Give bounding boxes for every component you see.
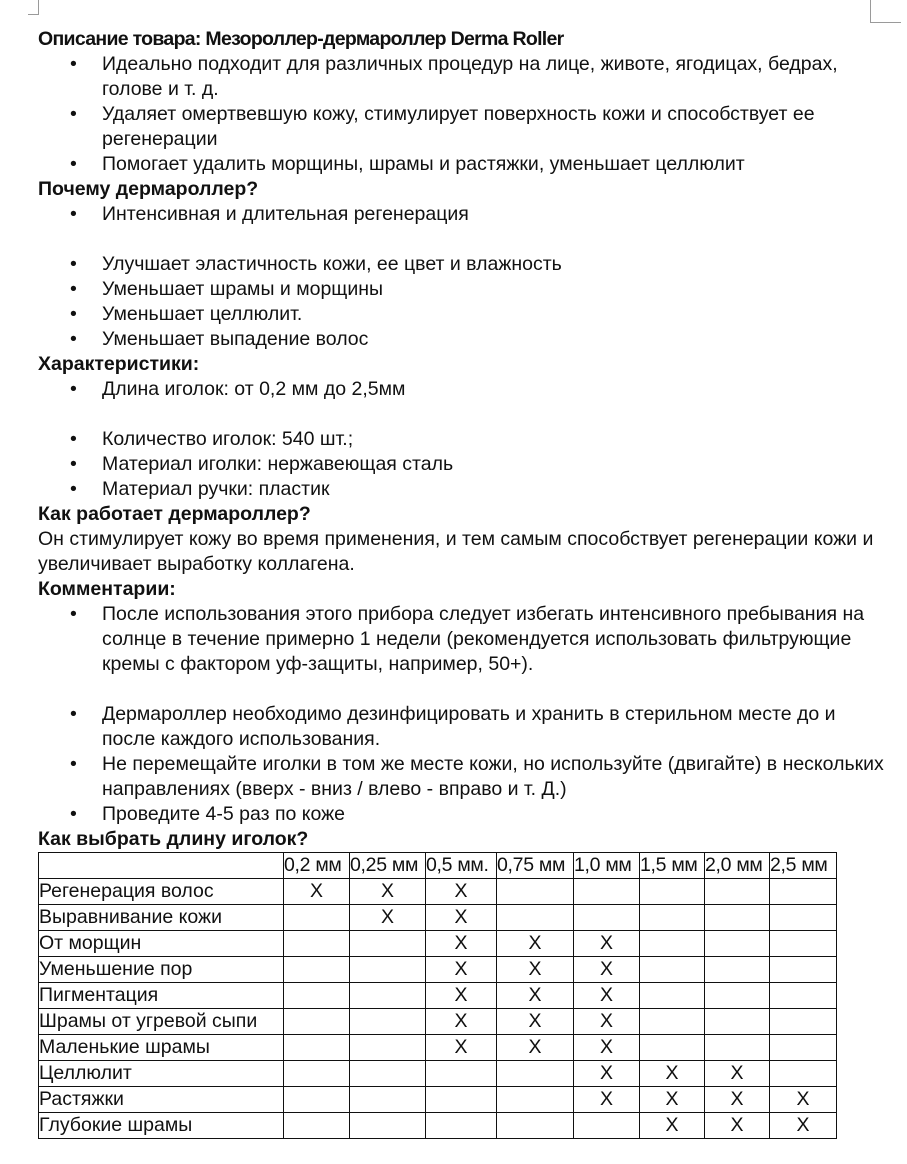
table-cell: X (640, 1087, 705, 1113)
table-row (39, 1087, 837, 1113)
table-cell (426, 1113, 497, 1139)
crop-mark-top-right (870, 0, 901, 23)
row-label: Целлюлит (39, 1061, 284, 1087)
row-label: Регенерация волос (39, 879, 284, 905)
table-cell (284, 957, 350, 983)
table-cell (497, 1087, 574, 1113)
product-description-heading: Описание товара: Мезороллер-дермароллер Derma Roller (38, 28, 564, 50)
how-it-works-paragraph: Он стимулирует кожу во время применения, и тем самым способствует регенерации кожи и увеличивает выработку коллагена. (38, 528, 874, 575)
table-cell (350, 931, 426, 957)
specs-heading: Характеристики: (38, 353, 200, 375)
table-cell (705, 931, 770, 957)
table-row (39, 957, 837, 983)
table-cell (770, 957, 837, 983)
table-cell (705, 879, 770, 905)
table-cell: X (770, 1113, 837, 1139)
row-label: Пигментация (39, 983, 284, 1009)
column-header: 1,5 мм (640, 853, 705, 879)
table-cell (350, 1035, 426, 1061)
table-cell (705, 1035, 770, 1061)
table-cell: X (497, 1035, 574, 1061)
table-cell (640, 957, 705, 983)
table-cell: X (705, 1113, 770, 1139)
table-cell (705, 905, 770, 931)
row-label: Уменьшение пор (39, 957, 284, 983)
table-cell (350, 1009, 426, 1035)
table-cell: X (640, 1061, 705, 1087)
table-cell (770, 1035, 837, 1061)
list-item: • Дермароллер необходимо дезинфицировать и хранить в стерильном месте до и после каждого использования. (38, 702, 888, 752)
needle-length-table (38, 852, 837, 1139)
list-item: • Уменьшает шрамы и морщины (38, 277, 888, 302)
document-content (38, 27, 888, 1139)
list-item: • Уменьшает выпадение волос (38, 327, 888, 352)
row-label: Выравнивание кожи (39, 905, 284, 931)
table-cell (705, 983, 770, 1009)
table-cell (284, 1009, 350, 1035)
table-row (39, 1035, 837, 1061)
table-row (39, 1061, 837, 1087)
table-cell: X (497, 983, 574, 1009)
needle-length-heading: Как выбрать длину иголок? (38, 828, 309, 850)
table-cell (640, 905, 705, 931)
table-cell: X (574, 1087, 640, 1113)
table-cell: X (770, 1087, 837, 1113)
table-cell (497, 1061, 574, 1087)
table-cell (497, 905, 574, 931)
table-cell (284, 905, 350, 931)
table-corner-cell (39, 853, 284, 879)
table-cell (350, 983, 426, 1009)
table-cell (574, 905, 640, 931)
table-cell: X (705, 1087, 770, 1113)
table-cell: X (574, 931, 640, 957)
table-cell (574, 879, 640, 905)
table-row (39, 1009, 837, 1035)
table-cell (426, 1087, 497, 1113)
table-cell (497, 1113, 574, 1139)
table-cell (770, 879, 837, 905)
table-cell: X (426, 1035, 497, 1061)
table-cell (284, 931, 350, 957)
table-row (39, 905, 837, 931)
table-cell (350, 1061, 426, 1087)
list-item: • Улучшает эластичность кожи, ее цвет и влажность (38, 252, 888, 277)
table-cell: X (426, 957, 497, 983)
why-heading: Почему дермароллер? (38, 178, 259, 200)
table-cell (284, 983, 350, 1009)
table-cell (284, 1061, 350, 1087)
specs-list (38, 377, 888, 502)
table-row (39, 879, 837, 905)
list-item: • Уменьшает целлюлит. (38, 302, 888, 327)
row-label: Шрамы от угревой сыпи (39, 1009, 284, 1035)
column-header: 2,0 мм (705, 853, 770, 879)
table-header-row (39, 853, 837, 879)
comments-heading: Комментарии: (38, 578, 176, 600)
table-cell (284, 1035, 350, 1061)
table-cell: X (640, 1113, 705, 1139)
row-label: Глубокие шрамы (39, 1113, 284, 1139)
table-cell: X (426, 1009, 497, 1035)
table-cell (770, 905, 837, 931)
list-item: • Длина иголок: от 0,2 мм до 2,5мм (38, 377, 888, 402)
table-row (39, 931, 837, 957)
table-cell (574, 1113, 640, 1139)
column-header: 0,75 мм (497, 853, 574, 879)
table-cell (350, 957, 426, 983)
table-cell (770, 931, 837, 957)
table-cell (705, 1009, 770, 1035)
table-cell (284, 1087, 350, 1113)
table-cell: X (574, 1035, 640, 1061)
table-cell: X (497, 931, 574, 957)
table-cell (770, 1009, 837, 1035)
row-label: Растяжки (39, 1087, 284, 1113)
table-cell (705, 957, 770, 983)
list-item: • Помогает удалить морщины, шрамы и растяжки, уменьшает целлюлит (38, 152, 888, 177)
table-cell (284, 1113, 350, 1139)
description-list (38, 52, 888, 177)
how-it-works-heading: Как работает дермароллер? (38, 503, 311, 525)
list-item: • После использования этого прибора следует избегать интенсивного пребывания на солнце в течение примерно 1 недели (рекомендуется использовать фильтрующие кремы с фактором уф-защиты, например, 50+). (38, 602, 888, 677)
list-item: • Материал ручки: пластик (38, 477, 888, 502)
column-header: 1,0 мм (574, 853, 640, 879)
table-cell: X (574, 1009, 640, 1035)
table-cell (640, 1009, 705, 1035)
table-cell: X (350, 905, 426, 931)
table-cell: X (497, 957, 574, 983)
column-header: 2,5 мм (770, 853, 837, 879)
table-cell (640, 983, 705, 1009)
list-item: • Интенсивная и длительная регенерация (38, 202, 888, 227)
list-item: • Удаляет омертвевшую кожу, стимулирует поверхность кожи и способствует ее регенерации (38, 102, 888, 152)
list-item: • Не перемещайте иголки в том же месте кожи, но используйте (двигайте) в нескольких направлениях (вверх - вниз / влево - вправо и т. Д.) (38, 752, 888, 802)
table-row (39, 1113, 837, 1139)
table-cell: X (574, 1061, 640, 1087)
list-item: • Материал иголки: нержавеющая сталь (38, 452, 888, 477)
table-cell: X (426, 879, 497, 905)
table-cell: X (284, 879, 350, 905)
table-cell (770, 983, 837, 1009)
list-item: • Количество иголок: 540 шт.; (38, 427, 888, 452)
row-label: Маленькие шрамы (39, 1035, 284, 1061)
column-header: 0,2 мм (284, 853, 350, 879)
table-cell (350, 1113, 426, 1139)
column-header: 0,25 мм (350, 853, 426, 879)
comments-list (38, 602, 888, 827)
table-cell: X (350, 879, 426, 905)
table-row (39, 983, 837, 1009)
row-label: От морщин (39, 931, 284, 957)
table-cell (640, 879, 705, 905)
table-cell: X (574, 957, 640, 983)
table-cell (640, 1035, 705, 1061)
crop-mark-top-left (28, 0, 39, 15)
table-cell (770, 1061, 837, 1087)
table-cell: X (497, 1009, 574, 1035)
list-item: • Идеально подходит для различных процедур на лице, животе, ягодицах, бедрах, голове и т. д. (38, 52, 888, 102)
column-header: 0,5 мм. (426, 853, 497, 879)
table-cell (497, 879, 574, 905)
list-item: • Проведите 4-5 раз по коже (38, 802, 888, 827)
why-list (38, 202, 888, 352)
table-cell: X (426, 905, 497, 931)
table-cell (426, 1061, 497, 1087)
table-cell (350, 1087, 426, 1113)
table-cell: X (705, 1061, 770, 1087)
table-cell: X (426, 931, 497, 957)
table-cell (640, 931, 705, 957)
table-cell: X (426, 983, 497, 1009)
table-cell: X (574, 983, 640, 1009)
